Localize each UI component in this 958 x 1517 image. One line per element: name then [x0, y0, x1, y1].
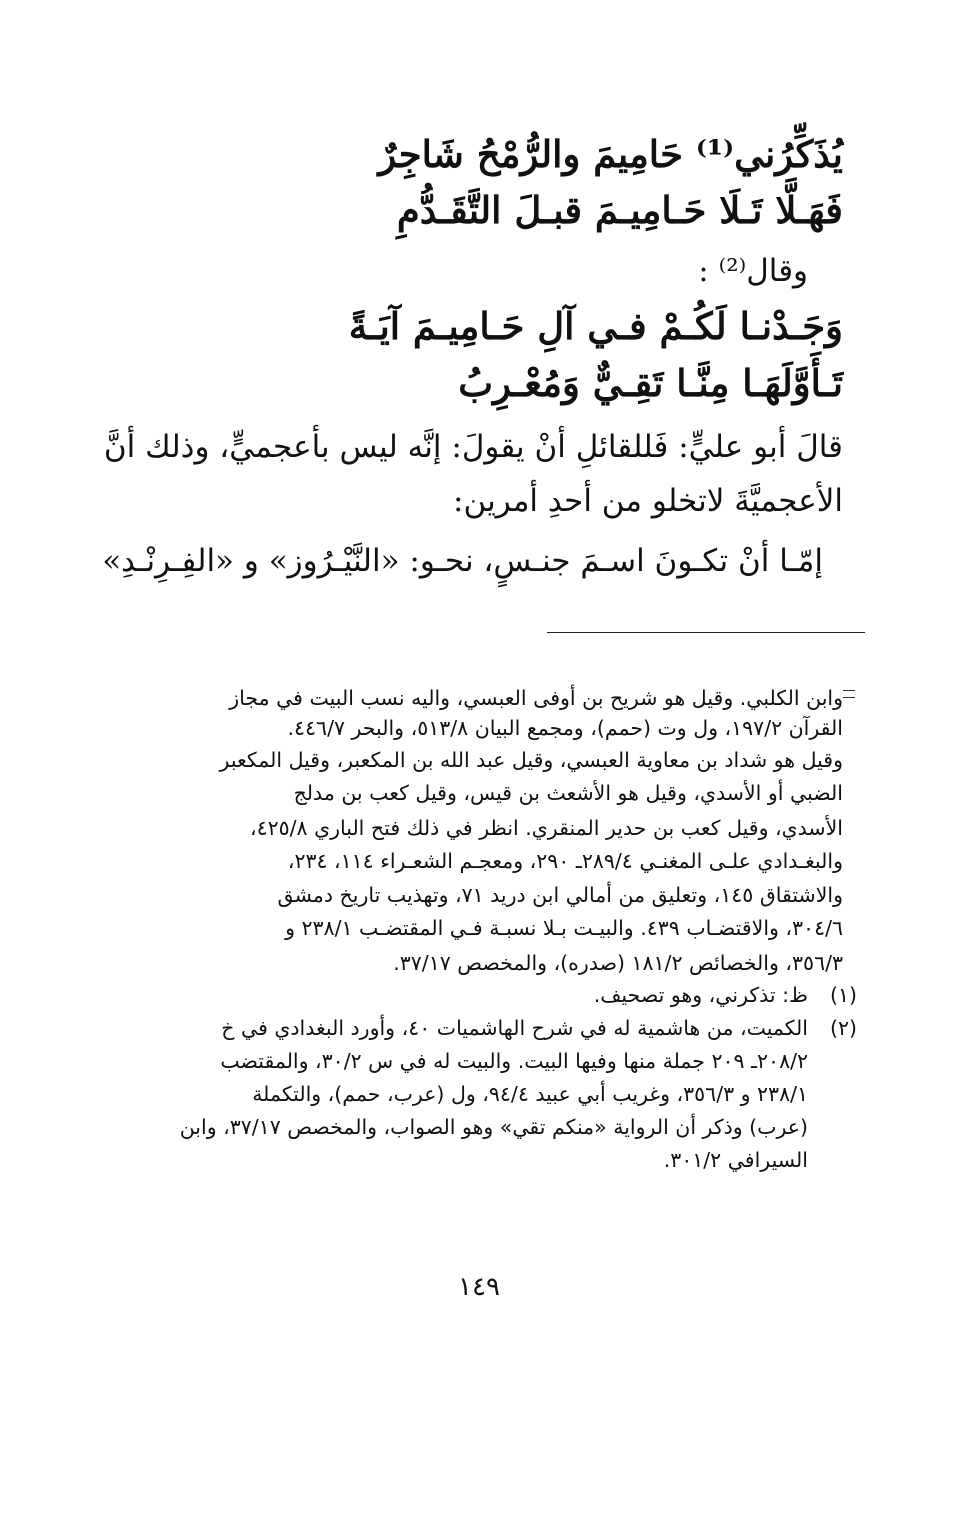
- prose-line-3: إمّـا أنْ تكـونَ اسـمَ جنـسٍ، نحـو: «النَّيْـرُوز» و «الفِـرِنْـدِ»: [102, 543, 823, 579]
- verse-line-1: يُذَكِّرُني⁽¹⁾ حَامِيمَ والرُّمْحُ شَاجِرٌ: [378, 132, 843, 176]
- footnote-continuation-line: الأسدي، وقيل كعب بن حدير المنقري. انظر في ذلك فتح الباري ٤٢٥/٨،: [249, 816, 843, 840]
- footnote-continuation-line: وابن الكلبي. وقيل هو شريح بن أوفى العبسي، واليه نسب البيت في مجاز: [229, 686, 843, 710]
- footnote-number: (١): [829, 983, 857, 1007]
- footnote-continuation-mark: [843, 690, 855, 698]
- footnote-line: السيرافي ٣٠١/٢.: [663, 1148, 808, 1172]
- footnote-line: ٢٠٨/٢ـ ٢٠٩ جملة منها وفيها البيت. والبيت له في س ٣٠/٢، والمقتضب: [220, 1049, 808, 1073]
- verse-intro-line: وقال⁽²⁾ :: [698, 253, 808, 289]
- footnote-separator: [547, 632, 865, 633]
- footnote-continuation-line: والبغـدادي علـى المغنـي ٢٨٩/٤ـ ٢٩٠، ومعجـم الشعـراء ١١٤، ٢٣٤،: [287, 849, 843, 873]
- verse-line-4: تَـأَوَّلَهَـا مِنَّـا تَقِـيٌّ وَمُعْـرِبُ: [458, 361, 843, 405]
- footnote-continuation-line: وقيل هو شداد بن معاوية العبسي، وقيل عبد الله بن المكعبر، وقيل المكعبر: [219, 748, 843, 772]
- page-number: ١٤٩: [458, 1272, 500, 1302]
- footnote-continuation-line: ٣٠٤/٦، والاقتضـاب ٤٣٩. والبيـت بـلا نسبـة فـي المقتضـب ٢٣٨/١ و: [285, 916, 843, 940]
- prose-line-2: الأعجميَّةَ لاتخلو من أحدِ أمرين:: [453, 483, 843, 519]
- prose-line-1: قالَ أبو عليٍّ: فَللقائلِ أنْ يقولَ: إنَّه ليس بأعجميٍّ، وذلك أنَّ: [103, 429, 843, 465]
- footnote-continuation-line: والاشتقاق ١٤٥، وتعليق من أمالي ابن دريد ٧١، وتهذيب تاريخ دمشق: [277, 883, 843, 907]
- footnote-continuation-line: ٣٥٦/٣، والخصائص ١٨١/٢ (صدره)، والمخصص ٣٧/١٧.: [393, 951, 843, 975]
- footnote-line: ٢٣٨/١ و ٣٥٦/٣، وغريب أبي عبيد ٩٤/٤، ول (عرب، حمم)، والتكملة: [252, 1082, 808, 1106]
- footnote-number: (٢): [829, 1016, 857, 1040]
- footnote-continuation-line: القرآن ١٩٧/٢، ول وت (حمم)، ومجمع البيان ٥١٣/٨، والبحر ٤٤٦/٧.: [287, 716, 843, 740]
- footnote-line: ظ: تذكرني، وهو تصحيف.: [593, 983, 808, 1007]
- verse-line-3: وَجَـدْنـا لَكُـمْ فـي آلِ حَـامِيـمَ آيَـةً: [348, 304, 843, 348]
- footnote-line: الكميت، من هاشمية له في شرح الهاشميات ٤٠، وأورد البغدادي في خ: [221, 1016, 808, 1040]
- footnote-continuation-line: الضبي أو الأسدي، وقيل هو الأشعث بن قيس، وقيل كعب بن مدلج: [293, 781, 843, 805]
- verse-line-2: فَهَـلَّا تَـلَا حَـامِيـمَ قبـلَ التَّقَـدُّمِ: [396, 188, 843, 232]
- footnote-line: (عرب) وذكر أن الرواية «منكم تقي» وهو الصواب، والمخصص ٣٧/١٧، وابن: [179, 1115, 808, 1139]
